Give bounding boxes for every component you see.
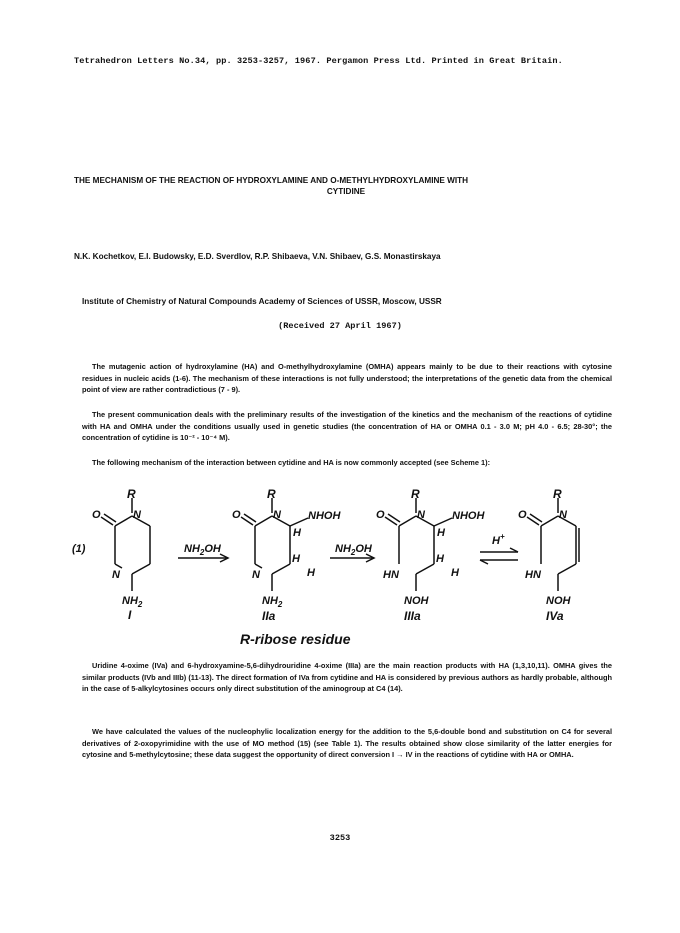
r-label-3: R [411,487,420,501]
title-line-1: THE MECHANISM OF THE REACTION OF HYDROXYLAMINE AND O-METHYLHYDROXYLAMINE WITH [74,176,469,185]
o-label-3: O [376,509,385,521]
n-label-2b: N [252,569,260,581]
running-head: Tetrahedron Letters No.34, pp. 3253-3257, 1967. Pergamon Press Ltd. Printed in Great Britain. [74,56,563,66]
scheme-number-label: (1) [72,543,86,555]
n-label-2a: N [273,509,281,521]
h-label-2c: H [307,567,315,579]
reagent-2: $NH_2OH$ [335,543,372,557]
compound-I-label: I [128,608,132,622]
paragraph-4: Uridine 4-oxime (IVa) and 6-hydroxyamine-5,6-dihydrouridine 4-oxime (IIIa) are the main reaction products with HA (1,3,10,11). OMHA gives the similar products (IVb and IIIb) (11-13). The direct formation of IVa from cytidine and HA is considered by previous authors as hardly probable, although in the case of 5-alkylcytosines occurs only direct substitution of the aminogroup at C4 (14). [82,661,612,694]
authors: N.K. Kochetkov, E.I. Budowsky, E.D. Sverdlov, R.P. Shibaeva, V.N. Shibaev, G.S. Monastirskaya [74,252,441,261]
n-label-1a: N [133,509,141,521]
h-label-3a: H [437,527,445,539]
reagent-1: $NH_2OH$ [184,543,221,557]
nh2-label-1: $NH_2$ [122,595,143,609]
n-label-4: N [559,509,567,521]
o-label-4: O [518,509,527,521]
r-label-2: R [267,487,276,501]
institute: Institute of Chemistry of Natural Compounds Academy of Sciences of USSR, Moscow, USSR [82,297,442,306]
nh2-label-2: $NH_2$ [262,595,283,609]
h-label-2b: H [292,553,300,565]
o-label-1: O [92,509,101,521]
n-label-1b: N [112,569,120,581]
paragraph-2: The present communication deals with the preliminary results of the investigation of the kinetics and the mechanism of the reactions of cytidine with HA and OMHA under the conditions usually used in genetic studies (the concentration of HA or OMHA 0.1 - 3.0 M; pH 4.0 - 6.5; 28-30°; the concentration of cytidine is 10⁻² - 10⁻⁴ M). [82,410,612,443]
h-label-2a: H [293,527,301,539]
h-plus-label: H+ [492,532,505,547]
title-line-2: CYTIDINE [326,187,366,196]
received-date: (Received 27 April 1967) [278,321,402,331]
paragraph-3: The following mechanism of the interaction between cytidine and HA is now commonly accepted (see Scheme 1): [92,458,491,467]
reaction-scheme [70,486,610,654]
noh-label-4: NOH [546,595,571,607]
h-label-3c: H [451,567,459,579]
article-title [74,175,618,197]
o-label-2: O [232,509,241,521]
noh-label-3: NOH [404,595,429,607]
r-ribose-note: R-ribose residue [240,631,351,647]
compound-IVa-label: IVa [546,609,564,623]
r-label-4: R [553,487,562,501]
nhoh-label-2: NHOH [308,510,341,522]
h-label-3b: H [436,553,444,565]
n-label-3: N [417,509,425,521]
r-label-1: R [127,487,136,501]
paragraph-5: We have calculated the values of the nucleophylic localization energy for the addition to the 5,6-double bond and substitution on C4 for several derivatives of 2-oxopyrimidine with the use of MO method (15) (see Table 1). The results obtained show close similarity of the latter energies for cytosine and 5-methylcytosine; these data suggest the opportunity of direct conversion I → IV in the reactions of cytidine with HA or OMHA. [82,727,612,760]
paragraph-1: The mutagenic action of hydroxylamine (HA) and O-methylhydroxylamine (OMHA) appears mainly to be due to their reactions with cytosine residues in nucleic acids (1-6). The mechanism of these interactions is not fully understood; the interpretations of the genetic data from the chemical point of view are rather contradictious (7 - 9). [82,362,612,395]
compound-IIa-label: IIa [262,609,276,623]
page-number: 3253 [329,833,351,843]
hn-label-4: HN [525,569,541,581]
hn-label-3: HN [383,569,399,581]
compound-IIIa-label: IIIa [404,609,421,623]
nhoh-label-3: NHOH [452,510,485,522]
